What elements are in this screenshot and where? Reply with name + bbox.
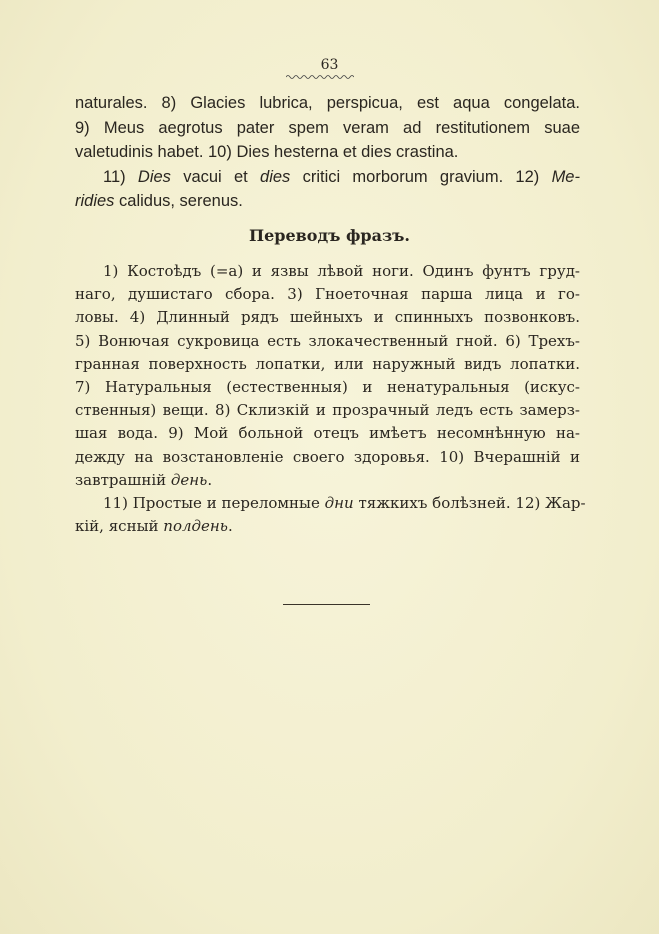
italic-term: Dies: [137, 167, 171, 186]
text-line: [75, 492, 586, 515]
text-span: vacui et: [170, 167, 261, 186]
italic-term: день: [170, 470, 208, 489]
text-line: [75, 306, 580, 329]
text-span: ственныя) вещи. 8) Склизкій и прозрачный ледъ есть замерз-: [75, 401, 580, 420]
text-span: naturales. 8) Glacies lubrica, perspicua, est aqua congelata.: [75, 94, 580, 112]
text-span: critici morborum gravium. 12): [290, 167, 552, 186]
italic-term: дни: [324, 493, 354, 512]
text-span: .: [227, 517, 233, 536]
italic-term: dies: [260, 167, 291, 186]
text-span: 1) Костоѣдъ (=а) и язвы лѣвой ноги. Одинъ фунтъ груд-: [103, 262, 580, 280]
text-span: дежду на возстановленіе своего здоровья. 10) Вчерашній и: [75, 447, 580, 466]
text-span: calidus, serenus.: [114, 192, 243, 210]
italic-term: Me-: [551, 167, 580, 186]
text-line: [75, 469, 580, 492]
text-line: [75, 330, 580, 353]
text-line: [75, 422, 580, 445]
italic-term: ridies: [75, 192, 115, 210]
text-span: завтрашній: [75, 470, 171, 489]
text-span: .: [207, 470, 213, 489]
text-line: [75, 165, 580, 190]
text-line: [75, 376, 580, 399]
section-heading: Переводъ фразъ.: [249, 226, 410, 245]
text-line: [75, 515, 580, 538]
text-span: valetudinis habet. 10) Dies hesterna et dies crastina.: [75, 143, 459, 161]
text-line: [75, 399, 580, 422]
ornament-wavy-rule: [286, 74, 354, 80]
end-rule-divider: [283, 604, 370, 605]
italic-term: полдень: [163, 517, 228, 536]
text-span: тяжкихъ болѣзней. 12) Жар-: [353, 493, 586, 512]
text-span: 11) Простые и переломные: [103, 493, 325, 512]
text-span: ловы. 4) Длинный рядъ шейныхъ и спинныхъ позвонковъ.: [75, 308, 580, 327]
text-line: [75, 189, 580, 214]
text-line: [75, 91, 580, 116]
text-span: кій, ясный: [75, 517, 164, 536]
text-line: [75, 283, 580, 306]
text-span: гранная поверхность лопатки, или наружный видъ лопатки.: [75, 354, 580, 373]
text-line: [75, 116, 580, 141]
text-span: наго, душистаго сбора. 3) Гноеточная парша лица и го-: [75, 285, 580, 304]
latin-text: [75, 91, 580, 214]
text-span: 7) Натуральныя (естественныя) и ненатуральныя (искус-: [75, 377, 580, 396]
russian-text: [75, 260, 586, 538]
text-line: [75, 260, 580, 283]
text-span: 9) Meus aegrotus pater spem veram ad restitutionem suae: [75, 118, 580, 137]
text-line: [75, 446, 580, 469]
text-line: [75, 353, 580, 376]
text-line: [75, 140, 580, 165]
text-span: 11): [103, 167, 138, 186]
text-span: 5) Вонючая сукровица есть злокачественный гной. 6) Трехъ-: [75, 331, 580, 350]
text-span: шая вода. 9) Мой больной отецъ имѣетъ несомнѣнную на-: [75, 424, 580, 443]
page-number: 63: [320, 57, 339, 73]
